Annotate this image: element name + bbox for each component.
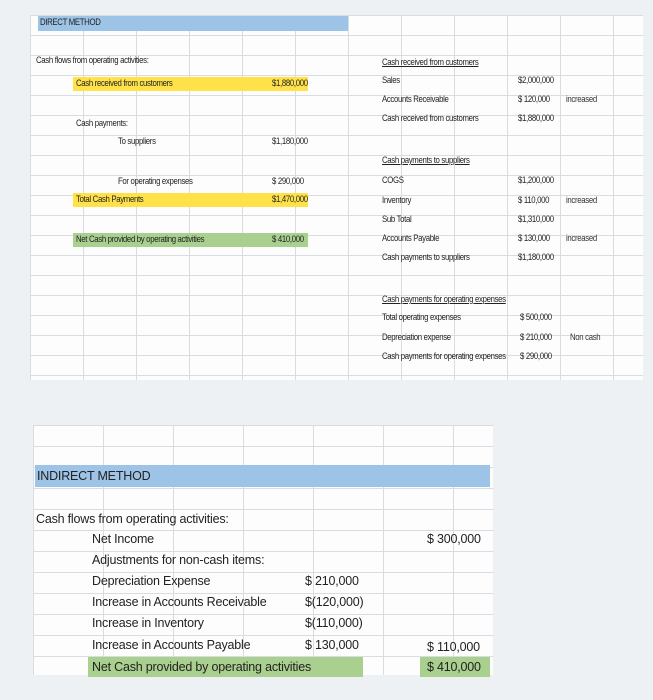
adjustment-label: Increase in Accounts Payable <box>92 638 251 652</box>
calc2-row-label: Cash payments to suppliers <box>382 252 470 263</box>
direct-net-value: $ 410,000 <box>272 234 304 245</box>
calc2-row-value: $1,200,000 <box>518 175 554 186</box>
indirect-net-label: Net Cash provided by operating activities <box>92 660 312 674</box>
net-income-label: Net Income <box>92 532 154 546</box>
calc3-row-value: $ 290,000 <box>520 351 552 362</box>
calc2-row-value: $ 130,000 <box>518 233 550 244</box>
adjustment-label: Increase in Inventory <box>92 616 204 630</box>
calc3-row-value: $ 500,000 <box>520 312 552 323</box>
calc1-row-label: Accounts Receivable <box>382 94 449 105</box>
received-value: $1,880,000 <box>272 78 308 89</box>
net-income-value: $ 300,000 <box>427 532 481 546</box>
opex-value: $ 290,000 <box>272 176 304 187</box>
adjustment-label: Increase in Accounts Receivable <box>92 595 267 609</box>
indirect-net-value: $ 410,000 <box>427 660 481 674</box>
adjustment-value: $ 130,000 <box>305 638 359 652</box>
calc3-row-value: $ 210,000 <box>520 332 552 343</box>
adjustment-value: $ 210,000 <box>305 574 359 588</box>
calc2-row-value: $ 110,000 <box>518 195 550 206</box>
adjustment-value: $(120,000) <box>305 595 364 609</box>
calc1-row-note: increased <box>566 94 597 105</box>
adjustments-total-value: $ 110,000 <box>427 640 480 654</box>
calc1-row-value: $ 120,000 <box>518 94 550 105</box>
calc1-title: Cash received from customers <box>382 57 479 68</box>
calc3-row-label: Total operating expenses <box>382 312 461 323</box>
received-label: Cash received from customers <box>76 78 173 89</box>
total-label: Total Cash Payments <box>76 194 144 205</box>
calc1-row-value: $1,880,000 <box>518 113 554 124</box>
to-suppliers-label: To suppliers <box>118 136 156 147</box>
adjustments-label: Adjustments for non-cash items: <box>92 553 265 567</box>
calc3-title: Cash payments for operating expenses <box>382 294 506 305</box>
direct-cf-label: Cash flows from operating activities: <box>36 55 149 66</box>
calc2-row-label: COGS <box>382 175 404 186</box>
direct-net-label: Net Cash provided by operating activities <box>76 234 205 245</box>
adjustment-value: $(110,000) <box>305 616 363 630</box>
calc1-row-label: Cash received from customers <box>382 113 479 124</box>
total-value: $1,470,000 <box>272 194 308 205</box>
calc2-title: Cash payments to suppliers <box>382 155 470 166</box>
indirect-cf-label: Cash flows from operating activities: <box>36 512 229 526</box>
calc2-row-value: $1,180,000 <box>518 252 554 263</box>
calc3-row-label: Depreciation expense <box>382 332 451 343</box>
calc1-row-label: Sales <box>382 75 400 86</box>
calc3-row-note: Non cash <box>570 332 601 343</box>
calc2-row-label: Accounts Payable <box>382 233 440 244</box>
opex-label: For operating expenses <box>118 176 193 187</box>
calc2-row-note: increased <box>566 195 597 206</box>
to-suppliers-value: $1,180,000 <box>272 136 308 147</box>
calc2-row-label: Sub Total <box>382 214 412 225</box>
calc2-row-note: increased <box>566 233 597 244</box>
calc2-row-value: $1,310,000 <box>518 214 554 225</box>
calc1-row-value: $2,000,000 <box>518 75 554 86</box>
direct-title: DIRECT METHOD <box>40 17 101 28</box>
payments-label: Cash payments: <box>76 118 128 129</box>
calc2-row-label: Inventory <box>382 195 412 206</box>
indirect-title: INDIRECT METHOD <box>37 469 151 483</box>
calc3-row-label: Cash payments for operating expenses <box>382 351 506 362</box>
adjustment-label: Depreciation Expense <box>92 574 211 588</box>
